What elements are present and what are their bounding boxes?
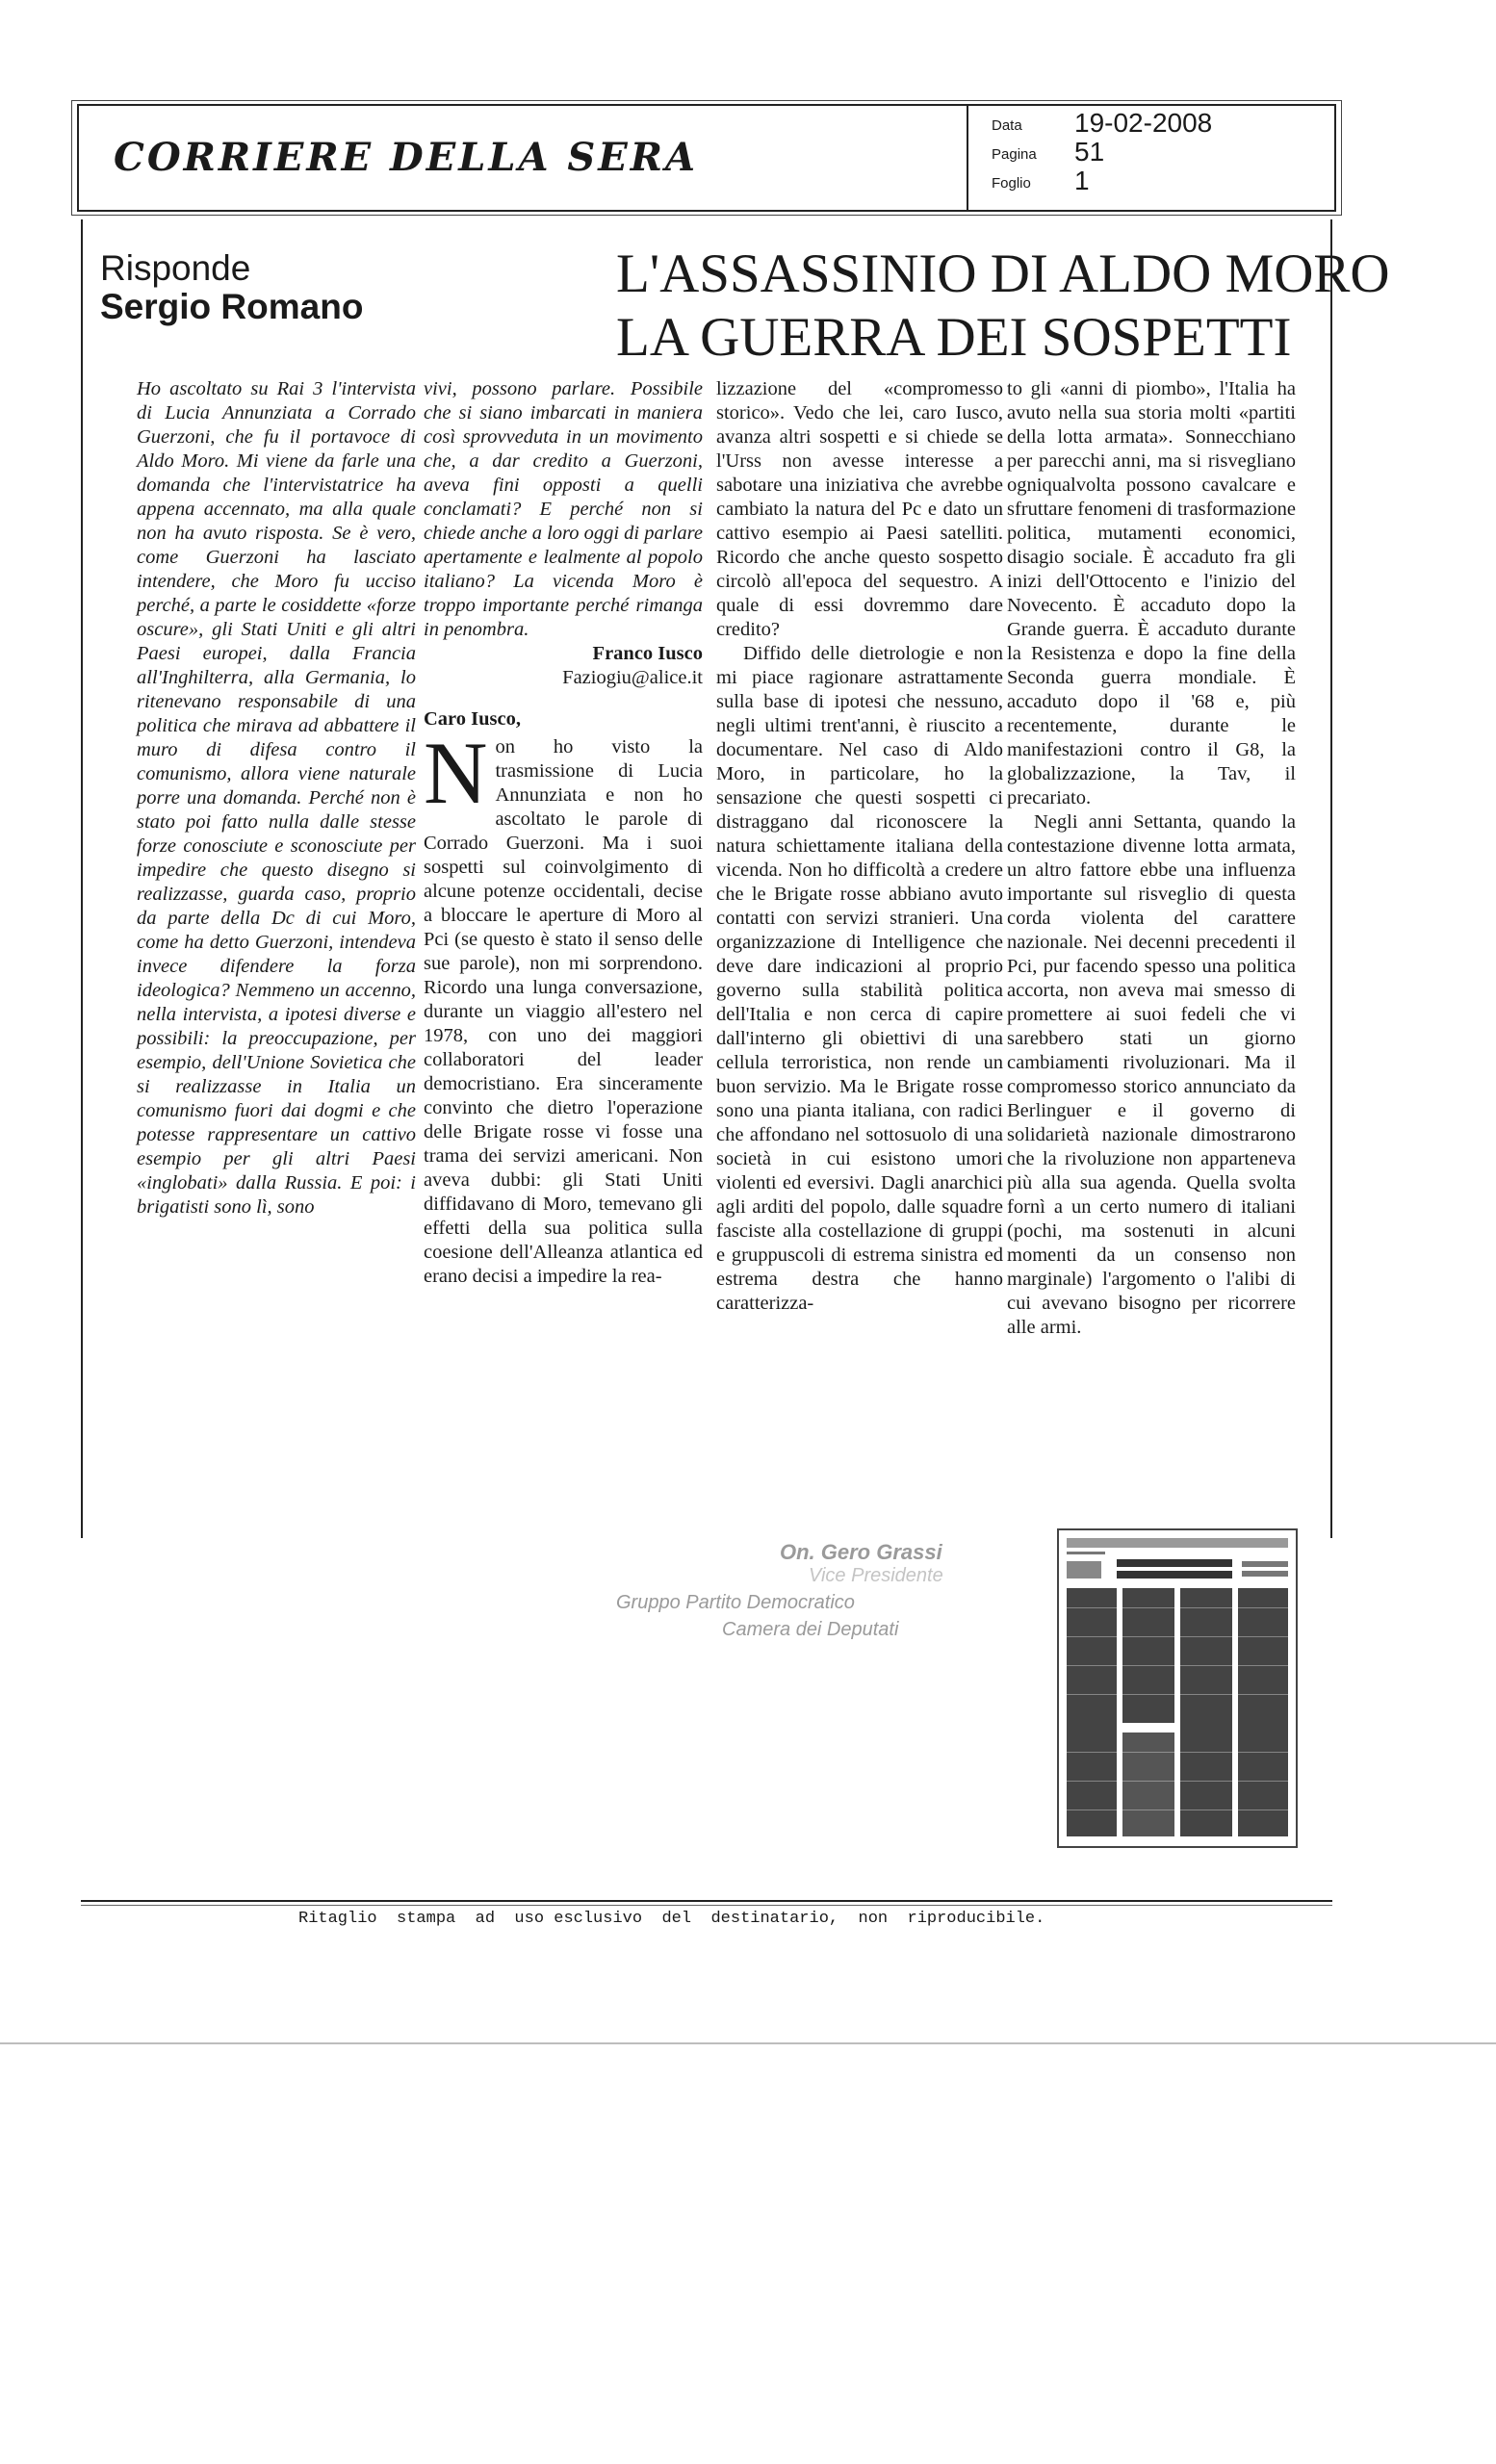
header-divider bbox=[967, 106, 968, 210]
footer-rule-thin bbox=[81, 1905, 1332, 1906]
column-kicker: Risponde bbox=[100, 248, 251, 288]
letter-email: Faziogiu@alice.it bbox=[562, 667, 703, 688]
stamp-line-4: Camera dei Deputati bbox=[722, 1619, 899, 1640]
foglio-label: Foglio bbox=[992, 175, 1031, 192]
headline-line-2: LA GUERRA DEI SOSPETTI bbox=[616, 307, 1292, 368]
pagina-value: 51 bbox=[1074, 137, 1105, 167]
data-value: 19-02-2008 bbox=[1074, 108, 1213, 138]
stamp-line-3: Gruppo Partito Democratico bbox=[616, 1592, 855, 1613]
letter-column-1 bbox=[137, 377, 416, 1219]
reply-paragraph: lizzazione del «compromesso storico». Vedo che lei, caro Iusco, avanza altri sospetti e si chiede se l'Urss non avesse interesse a sabotare una iniziativa che avrebbe cambiato la natura del Pc e dato un cattivo esempio ai Paesi satelliti. Ricordo che anche questo sospetto circolò all'epoca del sequestro. A quale di essi dovremmo dare credito? bbox=[716, 378, 1003, 640]
letter-paragraph: Ho ascoltato su Rai 3 l'intervista di Lucia Annunziata a Corrado Guerzoni, che fu il portavoce di Aldo Moro. Mi viene da farle una domanda che l'intervistatrice ha appena accennato, ma alla quale non ha avuto risposta. Se è vero, come Guerzoni ha lasciato intendere, che Moro fu ucciso perché, a parte le cosiddette «forze oscure», gli Stati Uniti e gli altri Paesi europei, dalla Francia all'Inghilterra, alla Germania, lo ritenevano responsabile di una politica che mirava ad abbattere il muro di difesa contro il comunismo, allora viene naturale porre una domanda. Perché non è stato poi fatto nulla dalle stesse forze conosciute e sconosciute per impedire che questo disegno si realizzasse, guarda caso, proprio da parte della Dc di cui Moro, come ha detto Guerzoni, intendeva invece difendere la forza ideologica? Nemmeno un accenno, nella intervista, a ipotesi diverse e possibili: la preoccupazione, per esempio, dell'Unione Sovietica che si realizzasse in Italia un comunismo fuori dai dogmi e che potesse rappresentare un cattivo esempio per gli altri Paesi «inglobati» dalla Russia. E poi: i brigatisti sono lì, sono bbox=[137, 378, 416, 1218]
stamp-line-1: On. Gero Grassi bbox=[780, 1540, 942, 1564]
headline-line-1: L'ASSASSINIO DI ALDO MORO bbox=[616, 244, 1390, 304]
dropcap: N bbox=[424, 724, 488, 822]
headline bbox=[616, 243, 1390, 370]
foglio-value: 1 bbox=[1074, 166, 1090, 195]
footer-notice: Ritaglio stampa ad uso esclusivo del destinatario, non riproducibile. bbox=[298, 1910, 1045, 1928]
reply-paragraph bbox=[424, 724, 703, 1289]
reply-salutation: Caro Iusco, bbox=[424, 708, 521, 730]
reply-paragraph: Negli anni Settanta, quando la contestazione divenne lotta armata, un altro fattore ebbe una influenza importante sul risveglio di questa corda violenta del carattere nazionale. Nei decenni precedenti il Pci, pur facendo spesso una politica accorta, non aveva mai smesso di promettere ai suoi fedeli che vi sarebbero stati un giorno cambiamenti rivoluzionari. Ma il compromesso storico annunciato da Berlinguer e il governo di solidarietà nazionale dimostrarono che la rivoluzione non apparteneva più alla sua agenda. Quella svolta fornì a un certo numero di italiani (pochi, ma sostenuti in alcuni momenti da un consenso non marginale) l'argomento o l'alibi di cui avevano bisogno per ricorrere alle armi. bbox=[1007, 811, 1296, 1338]
page-bottom-rule bbox=[0, 2042, 1496, 2044]
page-thumbnail bbox=[1057, 1528, 1298, 1848]
data-label: Data bbox=[992, 117, 1022, 134]
page-thumbnail-image bbox=[1059, 1530, 1296, 1846]
reply-paragraph-text: on ho visto la trasmissione di Lucia Annunziata e non ho ascoltato le parole di Corrado Guerzoni. Ma i suoi sospetti sul coinvolgimento di alcune potenze occidentali, decise a bloccare le aperture di Moro al Pci (se questo è stato il senso delle sue parole), non mi sorprendono. Ricordo una lunga conversazione, durante un viaggio all'estero nel 1978, con uno dei maggiori collaboratori del leader democristiano. Era sinceramente convinto che dietro l'operazione delle Brigate rosse vi fosse una trama dei servizi americani. Non aveva dubbi: gli Stati Uniti diffidavano di Moro, temevano gli effetti della sua politica sulla coesione dell'Alleanza atlantica ed erano decisi a impedire la rea- bbox=[424, 736, 703, 1287]
letter-signature: Franco Iusco bbox=[592, 643, 703, 664]
article-column-4 bbox=[1007, 377, 1296, 1340]
reply-paragraph: Diffido delle dietrologie e non mi piace ragionare astrattamente sulla base di ipotesi che nessuno, negli ultimi trent'anni, è riuscito a documentare. Nel caso di Aldo Moro, in particolare, ho la sensazione che questi sospetti ci distraggano dal riconoscere la natura schiettamente italiana della vicenda. Non ho difficoltà a credere che le Brigate rosse abbiano avuto contatti con servizi stranieri. Una organizzazione di Intelligence che deve dare indicazioni al proprio governo sulla stabilità politica dell'Italia e non cerca di capire dall'interno gli obiettivi di una cellula terroristica, non rende un buon servizio. Ma le Brigate rosse sono una pianta italiana, con radici che affondano nel sottosuolo di una società in cui esistono umori violenti ed eversivi. Dagli anarchici agli arditi del popolo, dalle squadre fasciste alla costellazione di gruppi e gruppuscoli di estrema sinistra ed estrema destra che hanno caratterizza- bbox=[716, 643, 1003, 1314]
stamp-line-2: Vice Presidente bbox=[809, 1565, 943, 1586]
reply-paragraph: to gli «anni di piombo», l'Italia ha avuto nella sua storia molti «partiti della lotta armata». Sonnecchiano per parecchi anni, ma si risvegliano ogniqualvolta possono cavalcare e sfruttare fenomeni di trasformazione politica, mutamenti economici, disagio sociale. È accaduto fra gli inizi dell'Ottocento e l'inizio del Novecento. È accaduto dopo la Grande guerra. È accaduto durante la Resistenza e dopo la fine della Seconda guerra mondiale. È accaduto dopo il '68 e, più recentemente, durante le manifestazioni contro il G8, la globalizzazione, la Tav, il precariato. bbox=[1007, 378, 1296, 808]
column-author: Sergio Romano bbox=[100, 287, 364, 326]
letter-paragraph-end: vivi, possono parlare. Possibile che si siano imbarcati in maniera così sprovveduta in un movimento che, a dar credito a Guerzoni, aveva fini opposti a quelli conclamati? E perché non si chiede anche a loro oggi di parlare apertamente e lealmente al popolo italiano? La vicenda Moro è troppo importante perché rimanga in penombra. bbox=[424, 378, 703, 640]
article-column-3 bbox=[716, 377, 1003, 1316]
footer-rule bbox=[81, 1900, 1332, 1902]
deputy-stamp bbox=[616, 1540, 1020, 1665]
masthead: CORRIERE DELLA SERA bbox=[114, 135, 699, 180]
pagina-label: Pagina bbox=[992, 146, 1037, 163]
article-column-2 bbox=[424, 377, 703, 1289]
